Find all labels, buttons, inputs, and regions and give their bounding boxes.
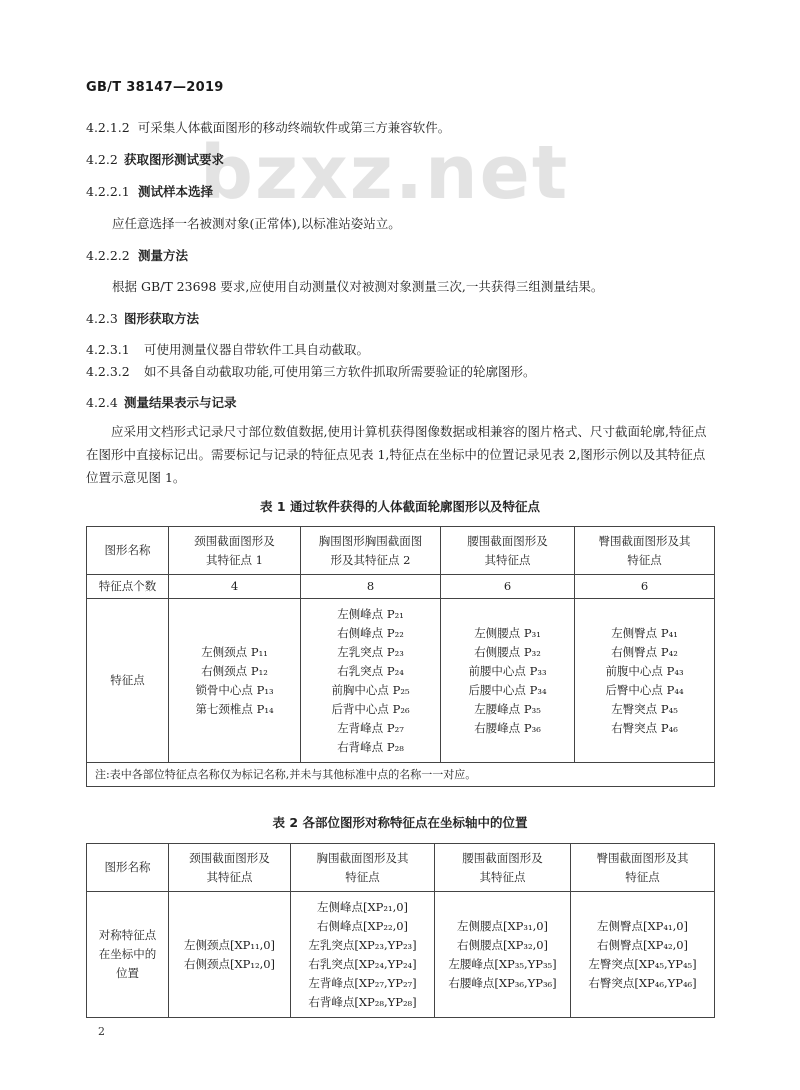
table-cell: 4 [169,575,301,599]
section-text: 可采集人体截面图形的移动终端软件或第三方兼容软件。 [137,120,451,135]
row-header: 特征点个数 [87,575,169,599]
feature-point-coord: 左侧颈点[XP₁₁,0] [183,937,276,952]
feature-point-coord: 左腰峰点[XP₃₅,YP₃₅] [448,956,557,971]
table1-count-row [87,575,715,599]
feature-point: 右侧颈点 P₁₂ [201,663,268,678]
feature-point: 左乳突点 P₂₃ [337,644,404,659]
section-number: 4.2.2 [86,152,118,167]
table2-name-row [87,844,715,892]
feature-point: 左背峰点 P₂₇ [337,720,404,735]
feature-point-coord: 右乳突点[XP₂₄,YP₂₄] [308,956,417,971]
section-4-2-1-2 [86,118,450,136]
heading-4-2-2-2 [86,246,188,264]
feature-point-coord: 左侧腰点[XP₃₁,0] [456,918,549,933]
table-note: 注:表中各部位特征点名称仅为标记名称,并未与其他标准中点的名称一一对应。 [87,763,715,787]
feature-point: 左臀突点 P₄₅ [611,701,678,716]
section-4-2-3-1 [86,340,369,358]
feature-point: 右乳突点 P₂₄ [337,663,404,678]
section-number: 4.2.3 [86,311,118,326]
feature-point: 左侧腰点 P₃₁ [474,625,541,640]
paragraph-records: 应采用文档形式记录尺寸部位数值数据,使用计算机获得图像数据或相兼容的图片格式、尺寸截面轮廓,特征点在图形中直接标记出。需要标记与记录的特征点见表 1,特征点在坐标中的位置记录见表 2,图形示例以及其特征点位置示意见图 1。 [86,424,707,485]
heading-4-2-2 [86,150,224,168]
table-cell: 臀围截面图形及其特征点 [571,844,715,892]
standard-code: GB/T 38147—2019 [86,80,224,95]
page-number: 2 [98,1025,105,1038]
feature-point-coord: 右侧峰点[XP₂₂,0] [316,918,409,933]
table-cell [291,892,435,1018]
feature-point-coord: 左侧峰点[XP₂₁,0] [316,899,409,914]
feature-point: 后背中心点 P₂₆ [331,701,410,716]
section-number: 4.2.2.2 [86,248,130,263]
feature-point: 左侧颈点 P₁₁ [201,644,268,659]
table1-caption: 表 1 通过软件获得的人体截面轮廓图形以及特征点 [260,499,540,514]
feature-point: 右臀突点 P₄₆ [611,720,678,735]
feature-point: 右侧峰点 P₂₂ [337,625,404,640]
feature-point: 后腰中心点 P₃₄ [468,682,547,697]
table1 [86,526,715,787]
table-cell: 腰围截面图形及其特征点 [441,527,575,575]
watermark: bzxz.net [200,130,570,216]
paragraph-method: 根据 GB/T 23698 要求,应使用自动测量仪对被测对象测量三次,一共获得三组测量结果。 [112,279,604,294]
feature-point: 右背峰点 P₂₈ [337,739,404,754]
feature-point: 右侧臀点 P₄₂ [611,644,678,659]
feature-point: 右腰峰点 P₃₆ [474,720,541,735]
feature-point: 前胸中心点 P₂₅ [331,682,410,697]
table2-points-row [87,892,715,1018]
table-cell [169,892,291,1018]
feature-point: 前腹中心点 P₄₃ [605,663,684,678]
table-cell [441,599,575,763]
table-cell: 6 [441,575,575,599]
feature-point: 锁骨中心点 P₁₃ [195,682,274,697]
heading-text: 测量方法 [138,248,189,263]
feature-point: 左侧臀点 P₄₁ [611,625,678,640]
heading-text: 图形获取方法 [124,311,200,326]
table-cell [435,892,571,1018]
feature-point-coord: 左背峰点[XP₂₇,YP₂₇] [308,975,417,990]
row-header: 特征点 [87,599,169,763]
row-header: 对称特征点在坐标中的位置 [87,892,169,1018]
heading-4-2-2-1 [86,182,213,200]
table-cell: 胸围图形胸围截面图形及其特征点 2 [301,527,441,575]
heading-4-2-4 [86,393,237,411]
feature-point-coord: 左臀突点[XP₄₅,YP₄₅] [588,956,697,971]
table-cell: 颈围截面图形及其特征点 1 [169,527,301,575]
section-number: 4.2.4 [86,395,118,410]
section-text: 如不具备自动截取功能,可使用第三方软件抓取所需要验证的轮廓图形。 [144,364,536,379]
table-cell [301,599,441,763]
row-header: 图形名称 [87,844,169,892]
feature-point: 后臀中心点 P₄₄ [605,682,684,697]
table1-note-row [87,763,715,787]
feature-point-coord: 右背峰点[XP₂₈,YP₂₈] [308,994,417,1009]
table-cell [571,892,715,1018]
feature-point-coord: 右臀突点[XP₄₆,YP₄₆] [588,975,697,990]
feature-point-coord: 右侧臀点[XP₄₂,0] [596,937,689,952]
table2-caption: 表 2 各部位图形对称特征点在坐标轴中的位置 [272,815,528,830]
table-cell: 颈围截面图形及其特征点 [169,844,291,892]
table2 [86,843,715,1018]
heading-text: 获取图形测试要求 [124,152,225,167]
section-number: 4.2.1.2 [86,120,130,135]
heading-4-2-3 [86,309,199,327]
table-cell: 胸围截面图形及其特征点 [291,844,435,892]
table-cell: 8 [301,575,441,599]
heading-text: 测量结果表示与记录 [124,395,237,410]
section-number: 4.2.2.1 [86,184,130,199]
feature-point: 左腰峰点 P₃₅ [474,701,541,716]
feature-point-coord: 右侧腰点[XP₃₂,0] [456,937,549,952]
table-cell: 6 [575,575,715,599]
table-cell: 臀围截面图形及其特征点 [575,527,715,575]
feature-point: 第七颈椎点 P₁₄ [195,701,274,716]
section-number: 4.2.3.1 [86,342,130,357]
table1-name-row [87,527,715,575]
paragraph-sample: 应任意选择一名被测对象(正常体),以标准站姿站立。 [112,216,401,231]
table-cell [169,599,301,763]
feature-point-coord: 左乳突点[XP₂₃,YP₂₃] [308,937,417,952]
table-cell: 腰围截面图形及其特征点 [435,844,571,892]
feature-point: 右侧腰点 P₃₂ [474,644,541,659]
feature-point: 左侧峰点 P₂₁ [337,606,404,621]
section-number: 4.2.3.2 [86,364,130,379]
feature-point-coord: 右侧颈点[XP₁₂,0] [183,956,276,971]
feature-point-coord: 左侧臀点[XP₄₁,0] [596,918,689,933]
heading-text: 测试样本选择 [138,184,214,199]
row-header: 图形名称 [87,527,169,575]
feature-point-coord: 右腰峰点[XP₃₆,YP₃₆] [448,975,557,990]
section-4-2-3-2 [86,362,535,380]
feature-point: 前腰中心点 P₃₃ [468,663,547,678]
table1-points-row [87,599,715,763]
table-cell [575,599,715,763]
section-text: 可使用测量仪器自带软件工具自动截取。 [144,342,370,357]
